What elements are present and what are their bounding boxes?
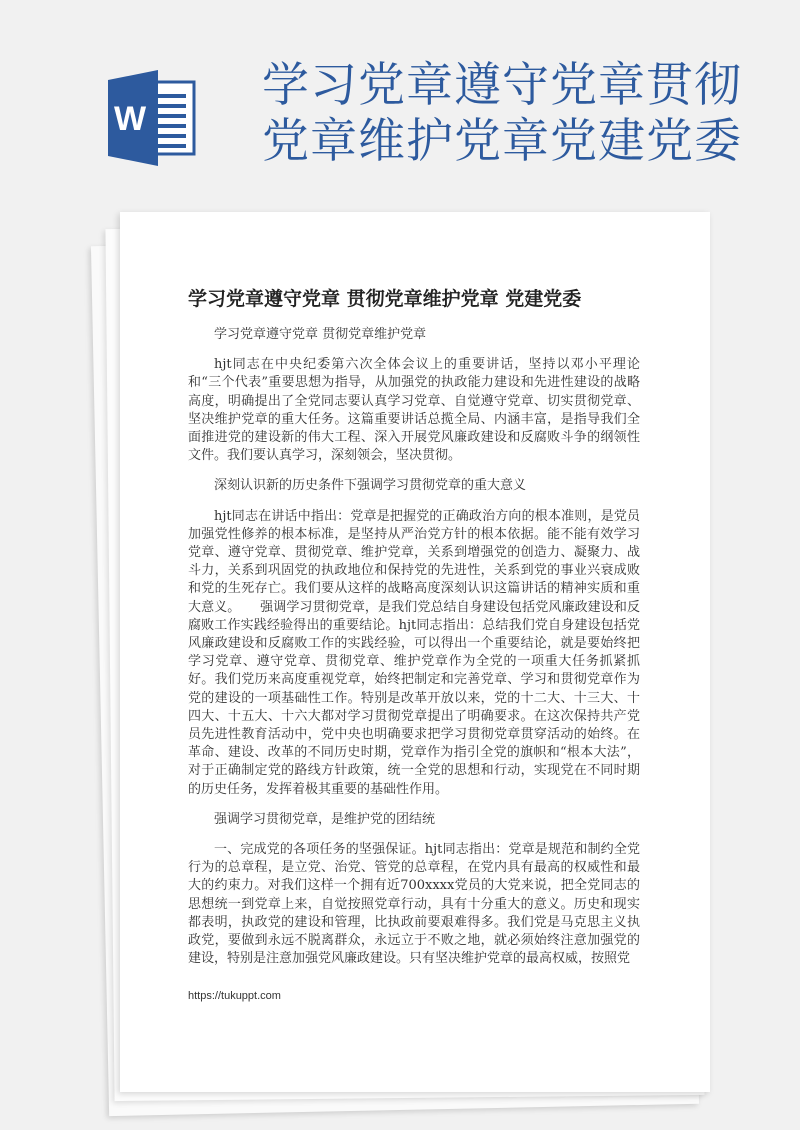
paragraph: hjt同志在中央纪委第六次全体会议上的重要讲话，坚持以邓小平理论和“三个代表”重要思想为指导，从加强党的执政能力建设和先进性建设的战略高度，明确提出了全党同志要认真学习党章、自觉遵守党章、切实贯彻党章、坚决维护党章的重大任务。这篇重要讲话总揽全局、内涵丰富，是指导我们全面推进党的建设新的伟大工程、深入开展党风廉政建设和反腐败斗争的纲领性文件。我们要认真学习，深刻领会，坚决贯彻。 [188, 357, 640, 464]
document-body [188, 326, 640, 981]
banner-title-line2: 党章维护党章党建党委 [262, 114, 742, 169]
word-document-icon [108, 70, 198, 166]
subheading: 强调学习贯彻党章，是维护党的团结统 [214, 811, 436, 827]
paragraph: hjt同志在讲话中指出：党章是把握党的正确政治方向的根本准则，是党员加强党性修养的根本标准，是坚持从严治党方针的根本依据。能不能有效学习党章、遵守党章、贯彻党章、维护党章，关系到增强党的创造力、凝聚力、战斗力，关系到巩固党的执政地位和保持党的先进性，关系到党的事业兴衰成败和党的生死存亡。我们要从这样的战略高度深刻认识这篇讲话的精神实质和重大意义。 强调学习贯彻党章，是我们党总结自身建设包括党风廉政建设和反腐败工作实践经验得出的重要结论。hjt同志指出：总结我们党自身建设包括党风廉政建设和反腐败工作的实践经验，可以得出一个重要结论，就是要始终把学习党章、遵守党章、贯彻党章、维护党章作为全党的一项重大任务抓紧抓好。我们党历来高度重视党章，始终把制定和完善党章、学习和贯彻党章作为党的建设的一项基础性工作。特别是改革开放以来，党的十二大、十三大、十四大、十五大、十六大都对学习贯彻党章提出了明确要求。在这次保持共产党员先进性教育活动中，党中央也明确要求把学习贯彻党章贯穿活动的始终。在革命、建设、改革的不同历史时期，党章作为指引全党的旗帜和“根本大法”，对于正确制定党的路线方针政策，统一全党的思想和行动，实现党在不同时期的历史任务，发挥着极其重要的基础性作用。 [188, 508, 640, 797]
subheading: 学习党章遵守党章 贯彻党章维护党章 [214, 327, 427, 342]
subheading: 深刻认识新的历史条件下强调学习贯彻党章的重大意义 [214, 478, 527, 494]
banner-title-line1: 学习党章遵守党章贯彻 [262, 58, 742, 113]
footer-link[interactable]: https://tukuppt.com [188, 990, 281, 1002]
banner-title [262, 58, 742, 170]
svg-text:W: W [113, 100, 147, 138]
document-title: 学习党章遵守党章 贯彻党章维护党章 党建党委 [188, 288, 582, 310]
paragraph: 一、完成党的各项任务的坚强保证。hjt同志指出：党章是规范和制约全党行为的总章程，是立党、治党、管党的总章程，在党内具有最高的权威性和最大的约束力。对我们这样一个拥有近700xxxx党员的大党来说，把全党同志的思想统一到党章上来，自觉按照党章行动，具有十分重大的意义。历史和现实都表明，执政党的建设和管理，比执政前要艰难得多。我们党是马克思主义执政党，要做到永远不脱离群众，永远立于不败之地，就必须始终注意加强党的建设，特别是注意加强党风廉政建设。只有坚决维护党章的最高权威，按照党 [188, 842, 640, 967]
document-page [120, 212, 710, 1092]
